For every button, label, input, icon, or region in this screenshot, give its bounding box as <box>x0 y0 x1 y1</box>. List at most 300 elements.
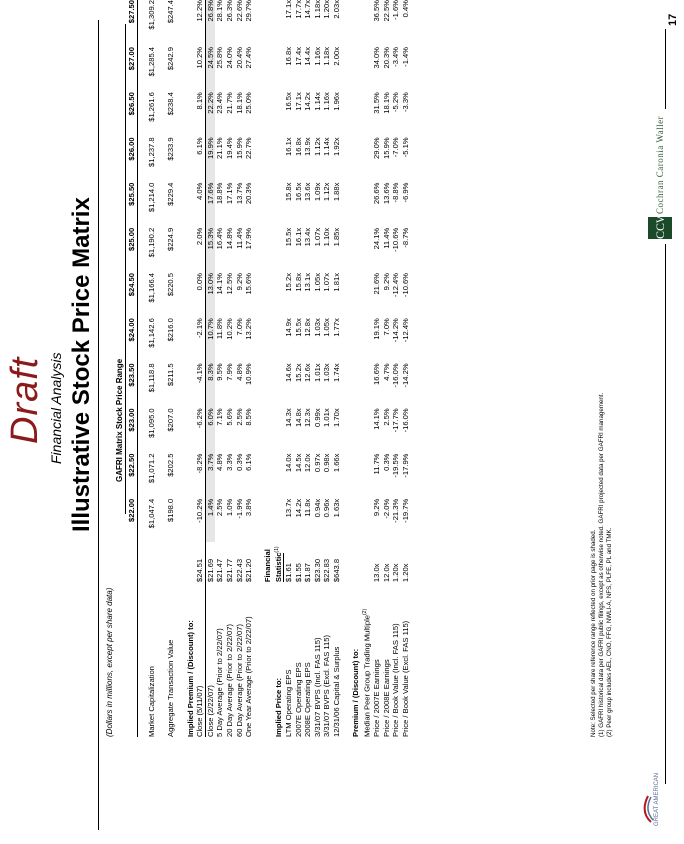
price-header-cell: $24.00 <box>127 316 137 361</box>
base-value: $1.55 <box>293 563 303 583</box>
matrix-value: 8.3% <box>205 361 215 406</box>
matrix-value: -8.8% <box>391 182 401 203</box>
matrix-value: 6.1% <box>244 453 254 471</box>
matrix-value: 7.9% <box>224 363 234 381</box>
matrix-value: -16.0% <box>391 363 401 388</box>
row-label: 60 Day Average (Prior to 2/22/07) <box>234 624 244 737</box>
price-header-cell: $23.00 <box>127 406 137 451</box>
matrix-value: 1.14x <box>322 137 332 156</box>
matrix-value: 1.0% <box>224 498 234 517</box>
base-value: $21.69 <box>205 542 215 582</box>
matrix-value: $1,309.2 <box>147 0 157 30</box>
row-label: 2007E Operating EPS <box>293 662 303 737</box>
empty-cell <box>137 582 147 737</box>
matrix-value: 15.9% <box>234 137 244 159</box>
matrix-value: 14.2x <box>303 92 313 111</box>
stat-header: Financial <box>263 549 273 583</box>
matrix-value: 13.6x <box>303 182 313 202</box>
matrix-value: $242.9 <box>166 46 176 71</box>
matrix-value: 10.7% <box>205 316 215 361</box>
matrix-value: 11.7% <box>371 453 381 475</box>
matrix-value: 21.7% <box>224 92 234 114</box>
matrix-value: $211.5 <box>166 363 176 387</box>
matrix-value: 3.7% <box>205 452 215 497</box>
row-label: Market Capitalization <box>147 666 157 737</box>
note-line: Note: Selected per share reference range reflected on prior page is shaded. <box>590 529 597 737</box>
matrix-value: 4.0% <box>195 182 205 200</box>
matrix-value: 15.8x <box>284 182 294 202</box>
page-title: Illustrative Stock Price Matrix <box>68 197 95 532</box>
matrix-value: 22.6% <box>234 0 244 22</box>
implied-price-row <box>303 0 313 737</box>
subheading-row <box>361 0 372 737</box>
matrix-value: 1.70x <box>332 408 341 427</box>
matrix-value: 1.14x <box>312 92 322 111</box>
matrix-value: 12.6x <box>303 363 313 382</box>
empty-cell <box>176 582 186 737</box>
matrix-value: -10.2% <box>195 498 205 523</box>
matrix-value: 1.07x <box>312 227 322 247</box>
ccw-logo-mark: CCW <box>648 217 672 239</box>
row-label: 2008E Operating EPS <box>303 662 313 737</box>
matrix-value: 2.5% <box>381 408 391 426</box>
matrix-value: -3.4% <box>391 46 401 67</box>
matrix-value: 26.8% <box>205 0 215 45</box>
section-heading-row <box>186 0 196 737</box>
matrix-value: 10.9% <box>244 363 254 385</box>
matrix-value: 17.6% <box>205 181 215 226</box>
row-label: Aggregate Transaction Value <box>166 639 176 737</box>
matrix-value: -12.4% <box>400 318 410 343</box>
matrix-value: -1.9% <box>234 498 244 519</box>
premium-row <box>195 0 205 737</box>
matrix-value: 12.3x <box>303 408 313 427</box>
matrix-value: 1.03x <box>312 318 322 337</box>
matrix-value: 14.7x <box>303 0 313 19</box>
matrix-value: 16.5x <box>293 182 303 202</box>
matrix-value: 4.8% <box>215 453 225 471</box>
row-label: Close (2/22/07) <box>205 582 215 737</box>
price-header-cell: $25.00 <box>127 226 137 271</box>
matrix-value: 2.5% <box>215 498 225 517</box>
matrix-value: -19.7% <box>400 498 410 523</box>
matrix-value: 0.99x <box>312 408 322 427</box>
matrix-value: -6.9% <box>400 182 410 203</box>
note-line: (2) Peer group includes AEL, CNO, FFG, NWLI-A, NFS, PLFE, PL and TMK. <box>606 527 613 737</box>
matrix-value: $216.0 <box>166 318 176 342</box>
matrix-value: 7.0% <box>381 318 391 336</box>
matrix-value: 1.01x <box>322 408 332 427</box>
premium-row <box>235 0 245 737</box>
matrix-value: 1.74x <box>332 363 341 382</box>
matrix-value: $1,261.6 <box>147 92 157 122</box>
footer-rule <box>665 244 666 784</box>
matrix-value: $1,214.0 <box>147 182 157 213</box>
matrix-value: -7.0% <box>391 137 401 158</box>
price-header-cell: $24.50 <box>127 271 137 316</box>
matrix-value: 13.2% <box>244 318 254 340</box>
footnote-marker: (1) <box>273 546 280 553</box>
premium-row <box>205 0 215 737</box>
row-label: Close (5/11/07) <box>195 685 205 737</box>
base-value: $24.51 <box>195 558 205 583</box>
matrix-value: 31.5% <box>371 92 381 114</box>
row-label: Price / Book Value (Incl. FAS 115) <box>391 623 401 737</box>
matrix-value: 13.0% <box>205 271 215 316</box>
matrix-value: -14.2% <box>400 363 410 388</box>
base-value: 1.20x <box>391 563 401 583</box>
matrix-value: 17.9% <box>244 227 254 250</box>
matrix-value: 1.18x <box>312 0 322 19</box>
matrix-value: 1.07x <box>322 273 332 292</box>
matrix-value: 6.0% <box>205 406 215 451</box>
matrix-value: -5.1% <box>400 137 410 158</box>
matrix-value: 25.0% <box>244 92 254 114</box>
section-heading-row <box>351 0 361 737</box>
matrix-value: 12.8x <box>303 318 313 337</box>
stat-header-row-2 <box>273 0 284 737</box>
matrix-value: 16.8x <box>293 137 303 156</box>
implied-price-row <box>332 0 342 737</box>
matrix-value: 15.2x <box>293 363 303 382</box>
matrix-value: 14.6x <box>284 363 294 382</box>
matrix-value: 19.4% <box>224 137 234 159</box>
price-matrix-table <box>127 0 410 737</box>
matrix-value: 13.4x <box>303 227 313 247</box>
matrix-value: -12.4% <box>391 273 401 298</box>
matrix-value: -3.3% <box>400 92 410 113</box>
matrix-value: 26.6% <box>371 182 381 205</box>
matrix-value: 14.2x <box>293 498 303 518</box>
footnotes <box>590 393 614 737</box>
matrix-value: 2.00x <box>332 46 341 66</box>
matrix-value: -10.6% <box>400 273 410 298</box>
matrix-value: 14.8x <box>293 408 303 427</box>
matrix-value: 16.6% <box>371 363 381 385</box>
matrix-value: 16.4% <box>215 227 225 250</box>
matrix-value: -2.0% <box>381 498 391 519</box>
matrix-value: 2.0% <box>195 227 205 246</box>
row-label: One Year Average (Prior to 2/22/07) <box>244 616 254 737</box>
empty-cell <box>254 582 264 737</box>
matrix-value: 11.8% <box>215 318 225 340</box>
matrix-value: 4.8% <box>234 363 244 381</box>
matrix-value: 27.4% <box>244 46 254 69</box>
great-american-logo: GREAT AMERICAN <box>654 772 660 826</box>
matrix-value: 21.6% <box>371 273 381 295</box>
price-header-cell: $22.00 <box>127 497 137 542</box>
matrix-value: 10.2% <box>195 46 205 69</box>
matrix-value: 1.10x <box>322 227 332 247</box>
matrix-value: 5.6% <box>224 408 234 426</box>
matrix-value: 9.2% <box>371 498 381 517</box>
matrix-value: 2.03x <box>332 0 341 19</box>
stat-header <box>273 542 284 582</box>
matrix-value: 14.5x <box>293 453 303 473</box>
matrix-value: -21.3% <box>391 498 401 523</box>
section-heading: Implied Price to: <box>273 677 283 737</box>
matrix-value: 10.2% <box>224 318 234 340</box>
matrix-value: 14.4x <box>303 46 313 66</box>
subheading-label: Median Peer Group Trading Multiple <box>362 615 372 737</box>
matrix-value: 15.5x <box>284 227 294 247</box>
matrix-value: 17.1% <box>224 182 234 205</box>
matrix-value: $1,166.4 <box>147 273 157 303</box>
gap-row <box>254 0 264 737</box>
matrix-value: 1.63x <box>332 498 341 518</box>
matrix-value: 1.09x <box>312 182 322 202</box>
matrix-value: 23.4% <box>215 92 225 114</box>
matrix-value: 13.9x <box>303 137 313 156</box>
empty-cell <box>263 582 273 737</box>
matrix-value: $1,190.2 <box>147 227 157 258</box>
market-cap-row <box>147 0 157 737</box>
matrix-value: -14.2% <box>391 318 401 343</box>
matrix-value: 17.1x <box>284 0 294 19</box>
matrix-value: 1.16x <box>322 92 332 111</box>
peer-premium-row <box>391 0 401 737</box>
premium-row <box>244 0 254 737</box>
matrix-value: 15.9% <box>381 137 391 159</box>
price-header-row <box>127 0 137 737</box>
matrix-value: 0.0% <box>195 273 205 291</box>
matrix-value: 12.5% <box>224 273 234 295</box>
matrix-value: 14.9x <box>284 318 294 337</box>
units-note: (Dollars in millions, except per share data) <box>105 587 114 737</box>
section-subheading <box>361 582 372 737</box>
matrix-value: $233.9 <box>166 137 176 161</box>
matrix-value: 1.4% <box>205 497 215 542</box>
matrix-value: 0.97x <box>312 453 322 473</box>
matrix-value: 0.96x <box>322 498 332 518</box>
matrix-header-rule <box>125 24 126 514</box>
matrix-value: $224.9 <box>166 227 176 252</box>
matrix-value: 1.18x <box>322 46 332 66</box>
matrix-value: 15.3% <box>205 226 215 271</box>
matrix-value: 3.3% <box>224 453 234 471</box>
note-line: (1) GAFRI historical data per GAFRI public filings, except as otherwise noted. GAFRI projected data per GAFRI management. <box>598 392 605 737</box>
matrix-value: 1.20x <box>322 0 332 19</box>
base-value: 13.0x <box>371 563 381 583</box>
stat-header-row-1 <box>263 0 273 737</box>
matrix-value: -6.2% <box>195 408 205 429</box>
matrix-value: 8.1% <box>195 92 205 110</box>
matrix-value: 0.3% <box>234 453 244 471</box>
matrix-value: 15.8x <box>293 273 303 292</box>
matrix-value: 1.92x <box>332 137 341 156</box>
matrix-value: 1.85x <box>332 227 341 247</box>
matrix-value: $1,142.6 <box>147 318 157 348</box>
matrix-value: 19.9% <box>205 135 215 180</box>
matrix-value: 19.1% <box>371 318 381 340</box>
matrix-value: 15.5x <box>293 318 303 337</box>
empty-cell <box>342 582 352 737</box>
matrix-value: 18.8% <box>215 182 225 205</box>
stat-header-label: Statistic <box>274 552 284 583</box>
matrix-value: 20.3% <box>244 182 254 205</box>
draft-watermark: Draft <box>4 356 46 444</box>
base-value <box>166 542 176 582</box>
matrix-value: $1,237.8 <box>147 137 157 167</box>
base-value: $21.77 <box>224 558 234 583</box>
base-value: $22.43 <box>234 558 244 583</box>
matrix-value: 24.0% <box>224 46 234 69</box>
matrix-value: $207.0 <box>166 408 176 432</box>
premium-row <box>225 0 235 737</box>
matrix-value: 20.3% <box>381 46 391 69</box>
matrix-value: 0.3% <box>381 453 391 471</box>
matrix-header: GAFRI Matrix Stock Price Range <box>115 358 124 482</box>
base-value: 1.20x <box>400 563 410 583</box>
matrix-value: 1.03x <box>322 363 332 382</box>
price-header-cell: $27.50 <box>127 0 137 45</box>
gap-row <box>176 0 186 737</box>
row-label: 12/31/06 Capital & Surplus <box>332 646 341 737</box>
matrix-value: 28.1% <box>215 0 225 22</box>
row-label: Price / 2008E Earnings <box>381 659 391 737</box>
page-subtitle: Financial Analysis <box>48 352 64 464</box>
matrix-value: 1.81x <box>332 273 341 292</box>
matrix-value: -1.4% <box>400 46 410 67</box>
matrix-value: 26.3% <box>224 0 234 22</box>
matrix-value: 14.1% <box>215 273 225 295</box>
matrix-value: $1,285.4 <box>147 46 157 77</box>
matrix-value: 17.1x <box>293 92 303 111</box>
base-value: 12.0x <box>381 563 391 583</box>
matrix-value: 9.2% <box>234 273 244 291</box>
price-header-cell: $25.50 <box>127 181 137 226</box>
implied-price-row <box>322 0 332 737</box>
matrix-value: 22.2% <box>205 90 215 135</box>
matrix-value: 1.12x <box>312 137 322 156</box>
matrix-value: -8.7% <box>400 227 410 248</box>
matrix-value: 11.8x <box>303 498 313 517</box>
matrix-value: 8.5% <box>244 408 254 426</box>
matrix-value: 12.0x <box>303 453 313 473</box>
empty-cell <box>127 542 137 582</box>
matrix-value: -1.6% <box>391 0 401 20</box>
empty-cell <box>127 582 137 737</box>
matrix-value: 16.1x <box>284 137 294 156</box>
matrix-value: 21.1% <box>215 137 225 159</box>
gap-row <box>137 0 147 737</box>
matrix-value: -17.9% <box>400 453 410 478</box>
matrix-value: 3.8% <box>244 498 254 517</box>
matrix-value: 1.05x <box>312 273 322 292</box>
row-label: 5 Day Average (Prior to 2/22/07) <box>215 628 225 737</box>
matrix-value: 1.77x <box>332 318 341 337</box>
matrix-value: 11.4% <box>234 227 244 249</box>
price-header-cell: $22.50 <box>127 452 137 497</box>
footer-rule-right <box>665 29 666 109</box>
matrix-value: -5.2% <box>391 92 401 113</box>
matrix-value: 17.7x <box>293 0 303 19</box>
matrix-value: 18.1% <box>234 92 244 114</box>
great-american-logo-icon <box>642 794 654 824</box>
matrix-value: -16.0% <box>400 408 410 433</box>
matrix-value: $238.4 <box>166 92 176 116</box>
section-heading: Implied Premium / (Discount) to: <box>185 620 195 737</box>
matrix-value: $198.0 <box>166 498 176 522</box>
matrix-value: -8.2% <box>195 453 205 474</box>
base-value <box>147 542 157 582</box>
matrix-value: $229.4 <box>166 182 176 206</box>
matrix-value: 1.88x <box>332 182 341 202</box>
matrix-value: 17.4x <box>293 46 303 66</box>
matrix-value: 13.1x <box>303 273 313 292</box>
peer-premium-row <box>401 0 411 737</box>
matrix-value: 20.4% <box>234 46 244 69</box>
price-header-cell: $23.50 <box>127 361 137 406</box>
matrix-value: -17.7% <box>391 408 401 433</box>
matrix-value: 9.5% <box>215 363 225 381</box>
matrix-value: 1.16x <box>312 46 322 66</box>
matrix-value: 29.0% <box>371 137 381 159</box>
matrix-value: 2.5% <box>234 408 244 426</box>
matrix-value: 4.7% <box>381 363 391 381</box>
matrix-value: 7.0% <box>234 318 244 336</box>
peer-premium-row <box>372 0 382 737</box>
matrix-value: 0.4% <box>400 0 410 18</box>
matrix-value: -10.6% <box>391 227 401 252</box>
gap-row <box>342 0 352 737</box>
row-label: 3/31/07 BVPS (Excl. FAS 115) <box>322 634 332 737</box>
matrix-value: 0.98x <box>322 453 332 473</box>
matrix-value: 24.5% <box>205 45 215 90</box>
empty-cell <box>157 582 167 737</box>
base-value: $1.61 <box>284 563 294 583</box>
matrix-value: -4.1% <box>195 363 205 384</box>
matrix-value: $247.4 <box>166 0 176 24</box>
implied-price-row <box>284 0 294 737</box>
matrix-value: 7.1% <box>215 408 225 426</box>
implied-price-row <box>294 0 304 737</box>
matrix-value: 36.5% <box>371 0 381 22</box>
implied-price-row <box>313 0 323 737</box>
row-label: Price / 2007E Earnings <box>371 659 381 737</box>
premium-row <box>215 0 225 737</box>
row-label: LTM Operating EPS <box>284 669 294 737</box>
row-label: 3/31/07 BVPS (Incl. FAS 115) <box>312 637 322 737</box>
matrix-value: 6.1% <box>195 137 205 155</box>
price-header-cell: $26.00 <box>127 135 137 180</box>
gap-row <box>157 0 167 737</box>
matrix-value: 12.2% <box>195 0 205 22</box>
matrix-value: 29.7% <box>244 0 254 22</box>
title-rule <box>98 20 99 830</box>
row-label: 20 Day Average (Prior to 2/22/07) <box>224 624 234 737</box>
base-value: $1.87 <box>303 563 313 583</box>
matrix-body <box>127 0 410 737</box>
matrix-value: 15.2x <box>284 273 294 292</box>
matrix-value: 1.66x <box>332 453 341 473</box>
price-header-cell: $27.00 <box>127 45 137 90</box>
matrix-value: $1,047.4 <box>147 498 157 529</box>
matrix-value: $1,071.2 <box>147 453 157 484</box>
matrix-value: 1.01x <box>312 363 322 382</box>
matrix-value: -19.5% <box>391 453 401 478</box>
row-label: Price / Book Value (Excl. FAS 115) <box>400 620 410 737</box>
base-value: $23.30 <box>312 558 322 583</box>
peer-premium-row <box>382 0 392 737</box>
matrix-value: 14.8% <box>224 227 234 250</box>
matrix-value: 25.8% <box>215 46 225 69</box>
matrix-value: 13.6% <box>381 182 391 205</box>
base-value: $21.47 <box>215 558 225 583</box>
ccw-logo-name: Cochran Caronia Waller <box>655 115 665 214</box>
page-number: 17 <box>667 13 679 26</box>
matrix-value: 9.2% <box>381 273 391 291</box>
